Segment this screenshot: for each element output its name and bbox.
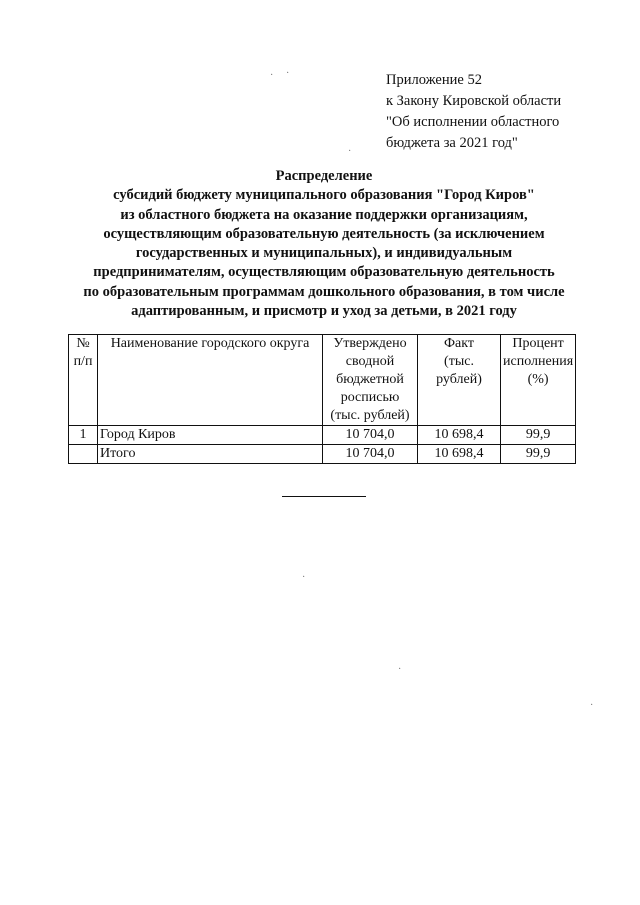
cell-percent: 99,9 [501, 426, 576, 445]
header-fact [418, 335, 501, 426]
cell-approved: 10 704,0 [323, 426, 418, 445]
cell-num: 1 [69, 426, 98, 445]
scan-speck: · [590, 700, 594, 711]
title-line: государственных и муниципальных), и индивидуальным [135, 245, 513, 262]
header-line: исполнения [503, 354, 574, 369]
header-line: № [76, 336, 90, 351]
cell-name: Город Киров [98, 426, 323, 445]
scan-speck: · [398, 664, 402, 675]
appendix-line: к Закону Кировской области [386, 93, 562, 109]
table-header-row [69, 335, 576, 426]
cell-name: Итого [98, 445, 323, 464]
header-name [98, 335, 323, 426]
header-line: (%) [527, 372, 549, 387]
header-approved [323, 335, 418, 426]
title-line: Распределение [275, 168, 373, 184]
cell-fact: 10 698,4 [418, 426, 501, 445]
title-line: предпринимателям, осуществляющим образовательную деятельность [93, 264, 555, 281]
cell-percent: 99,9 [501, 445, 576, 464]
appendix-block [386, 70, 561, 154]
header-line: Факт [443, 336, 474, 351]
appendix-line: бюджета за 2021 год" [386, 135, 518, 151]
subsidy-table [68, 334, 576, 464]
appendix-line: Приложение 52 [386, 72, 482, 88]
title-line: адаптированным, и присмотр и уход за детьми, в 2021 году [131, 303, 517, 320]
header-line: Процент [512, 336, 564, 351]
header-line: (тыс. рублей) [330, 408, 410, 423]
header-line: Утверждено [333, 336, 407, 351]
title-line: по образовательным программам дошкольного образования, в том числе [83, 283, 565, 300]
header-line: (тыс. рублей) [436, 354, 482, 387]
cell-approved: 10 704,0 [323, 445, 418, 464]
header-percent [501, 335, 576, 426]
end-divider [282, 496, 366, 497]
title-line: субсидий бюджету муниципального образования "Город Киров" [113, 187, 535, 204]
header-line: сводной [345, 354, 395, 369]
header-num [69, 335, 98, 426]
scan-speck: · [286, 68, 290, 79]
cell-fact: 10 698,4 [418, 445, 501, 464]
document-title [40, 167, 608, 321]
scan-speck: · [348, 146, 352, 157]
scan-speck: · [270, 70, 274, 81]
title-line: из областного бюджета на оказание поддержки организациям, [120, 206, 528, 223]
header-line: п/п [73, 354, 93, 369]
cell-num [69, 445, 98, 464]
table-row [69, 426, 576, 445]
appendix-line: "Об исполнении областного [386, 114, 560, 130]
title-line: осуществляющим образовательную деятельность (за исключением [103, 225, 545, 242]
table-row-total [69, 445, 576, 464]
header-line: Наименование городского округа [110, 336, 310, 351]
header-line: росписью [340, 390, 400, 405]
scan-speck: · [302, 572, 306, 583]
header-line: бюджетной [336, 372, 404, 387]
